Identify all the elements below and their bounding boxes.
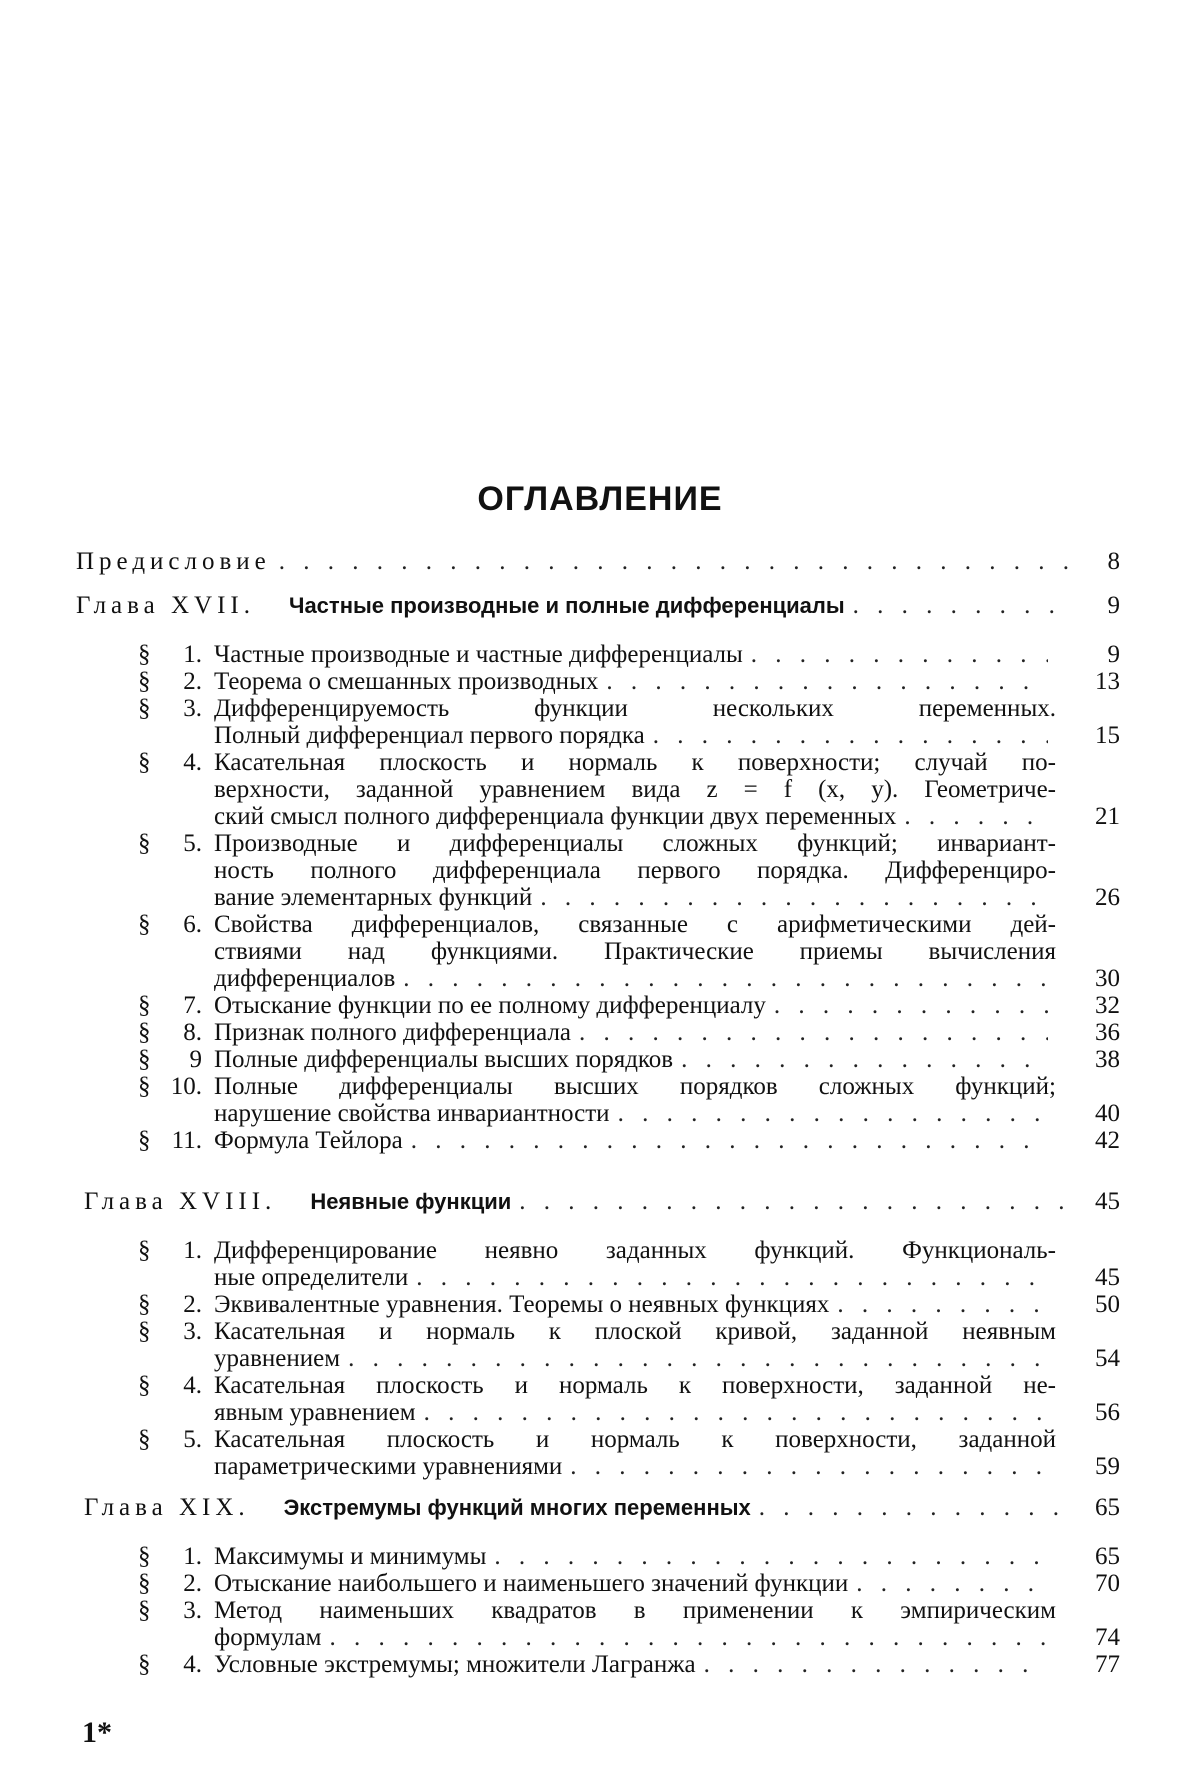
section-title-text: Отыскание наибольшего и наименьшего значений функции bbox=[214, 1570, 849, 1597]
section-title-line bbox=[214, 803, 1056, 830]
dot-leader bbox=[606, 668, 1048, 695]
toc-section-entry[interactable] bbox=[0, 1372, 1200, 1426]
section-title-text: Касательная плоскость и нормаль к поверхности, заданной bbox=[214, 1426, 1056, 1453]
toc-section-entry[interactable] bbox=[0, 830, 1200, 911]
section-title-line bbox=[214, 965, 1056, 992]
section-title bbox=[214, 641, 1056, 668]
section-page-number: 65 bbox=[1095, 1543, 1120, 1570]
preface-page-number: 8 bbox=[1107, 548, 1120, 575]
dot-leader bbox=[837, 1291, 1048, 1318]
section-page-number: 13 bbox=[1095, 668, 1120, 695]
section-title-text: дифференциалов bbox=[214, 965, 396, 992]
dot-leader bbox=[279, 548, 1072, 575]
section-symbol: § bbox=[138, 641, 151, 668]
section-title-line bbox=[214, 1073, 1056, 1100]
section-title-line bbox=[214, 1264, 1056, 1291]
section-number: 2. bbox=[183, 668, 202, 695]
section-page-number: 77 bbox=[1095, 1651, 1120, 1678]
section-title-text: Условные экстремумы; множители Лагранжа bbox=[214, 1651, 696, 1678]
section-title bbox=[214, 1019, 1056, 1046]
dot-leader bbox=[774, 992, 1048, 1019]
section-page-number: 30 bbox=[1095, 965, 1120, 992]
section-page-number: 50 bbox=[1095, 1291, 1120, 1318]
section-title bbox=[214, 1426, 1056, 1480]
chapter-label: Глава XVII. bbox=[76, 592, 255, 619]
section-title-line bbox=[214, 992, 1056, 1019]
section-title-line bbox=[214, 1453, 1056, 1480]
section-title-line bbox=[214, 668, 1056, 695]
section-title-text: Касательная и нормаль к плоской кривой, заданной неявным bbox=[214, 1318, 1056, 1345]
section-symbol: § bbox=[138, 695, 151, 722]
section-number: 1. bbox=[183, 641, 202, 668]
section-number: 4. bbox=[183, 1372, 202, 1399]
section-title-text: Частные производные и частные дифференциалы bbox=[214, 641, 743, 668]
section-symbol: § bbox=[138, 992, 151, 1019]
toc-section-entry[interactable] bbox=[0, 1019, 1200, 1046]
section-symbol: § bbox=[138, 1291, 151, 1318]
preface-row[interactable] bbox=[76, 548, 1120, 575]
section-page-number: 59 bbox=[1095, 1453, 1120, 1480]
toc-section-entry[interactable] bbox=[0, 1046, 1200, 1073]
toc-section-entry[interactable] bbox=[0, 1127, 1200, 1154]
section-page-number: 9 bbox=[1107, 641, 1120, 668]
section-symbol: § bbox=[138, 1543, 151, 1570]
section-symbol: § bbox=[138, 1237, 151, 1264]
section-title-text: Полные дифференциалы высших порядков сложных функций; bbox=[214, 1073, 1056, 1100]
section-title-line bbox=[214, 1237, 1056, 1264]
section-title-text: вание элементарных функций bbox=[214, 884, 533, 911]
chapter-label: Глава XVIII. bbox=[84, 1188, 277, 1215]
section-symbol: § bbox=[138, 1651, 151, 1678]
toc-section-entry[interactable] bbox=[0, 1426, 1200, 1480]
section-title-text: ность полного дифференциала первого порядка. Дифференциро- bbox=[214, 857, 1056, 884]
toc-section-entry[interactable] bbox=[0, 1318, 1200, 1372]
chapter-label: Глава XIX. bbox=[84, 1494, 250, 1521]
section-title bbox=[214, 1570, 1056, 1597]
section-title-text: Дифференцируемость функции нескольких переменных. bbox=[214, 695, 1056, 722]
section-title-text: Максимумы и минимумы bbox=[214, 1543, 487, 1570]
toc-section-entry[interactable] bbox=[0, 695, 1200, 749]
toc-section-entry[interactable] bbox=[0, 1073, 1200, 1127]
section-title-text: явным уравнением bbox=[214, 1399, 416, 1426]
chapter-title: Неявные функции bbox=[310, 1189, 512, 1214]
preface-label: Предисловие bbox=[76, 548, 271, 575]
section-symbol: § bbox=[138, 1570, 151, 1597]
section-number: 9 bbox=[189, 1046, 202, 1073]
section-title bbox=[214, 1127, 1056, 1154]
page-title: ОГЛАВЛЕНИЕ bbox=[477, 480, 723, 518]
dot-leader bbox=[618, 1100, 1048, 1127]
toc-section-entry[interactable] bbox=[0, 1237, 1200, 1291]
section-title-text: Теорема о смешанных производных bbox=[214, 668, 599, 695]
section-title-line bbox=[214, 776, 1056, 803]
section-number: 3. bbox=[183, 695, 202, 722]
section-number: 3. bbox=[183, 1597, 202, 1624]
section-title-line bbox=[214, 1543, 1056, 1570]
section-title-line bbox=[214, 1651, 1056, 1678]
section-title-line bbox=[214, 1318, 1056, 1345]
chapter-page-number: 65 bbox=[1095, 1494, 1120, 1521]
chapter-heading-3[interactable] bbox=[84, 1494, 1120, 1521]
toc-section-entry[interactable] bbox=[0, 1651, 1200, 1678]
section-title bbox=[214, 1318, 1056, 1372]
dot-leader bbox=[853, 592, 1072, 619]
section-title bbox=[214, 1291, 1056, 1318]
section-title-text: Полный дифференциал первого порядка bbox=[214, 722, 645, 749]
section-title-text: формулам bbox=[214, 1624, 322, 1651]
section-number: 6. bbox=[183, 911, 202, 938]
section-title-text: Полные дифференциалы высших порядков bbox=[214, 1046, 674, 1073]
section-number: 7. bbox=[183, 992, 202, 1019]
section-title-line bbox=[214, 911, 1056, 938]
section-title bbox=[214, 1597, 1056, 1651]
section-title bbox=[214, 1651, 1056, 1678]
section-number: 11. bbox=[171, 1127, 202, 1154]
dot-leader bbox=[653, 722, 1048, 749]
section-title-line bbox=[214, 1046, 1056, 1073]
section-title-line bbox=[214, 695, 1056, 722]
section-page-number: 32 bbox=[1095, 992, 1120, 1019]
section-title-line bbox=[214, 938, 1056, 965]
section-number: 2. bbox=[183, 1291, 202, 1318]
section-title-line bbox=[214, 1345, 1056, 1372]
section-symbol: § bbox=[138, 1127, 151, 1154]
section-symbol: § bbox=[138, 1019, 151, 1046]
section-page-number: 74 bbox=[1095, 1624, 1120, 1651]
section-title-text: параметрическими уравнениями bbox=[214, 1453, 563, 1480]
section-title bbox=[214, 992, 1056, 1019]
toc-section-entry[interactable] bbox=[0, 641, 1200, 668]
dot-leader bbox=[759, 1494, 1072, 1521]
section-title-text: нарушение свойства инвариантности bbox=[214, 1100, 610, 1127]
section-title-text: уравнением bbox=[214, 1345, 341, 1372]
section-title bbox=[214, 695, 1056, 749]
section-title bbox=[214, 1237, 1056, 1291]
section-title bbox=[214, 1073, 1056, 1127]
dot-leader bbox=[329, 1624, 1048, 1651]
section-symbol: § bbox=[138, 1372, 151, 1399]
section-title-line bbox=[214, 722, 1056, 749]
chapter-title: Экстремумы функций многих переменных bbox=[283, 1495, 751, 1520]
toc-section-entry[interactable] bbox=[0, 749, 1200, 830]
dot-leader bbox=[411, 1127, 1048, 1154]
section-title-text: Свойства дифференциалов, связанные с арифметическими дей- bbox=[214, 911, 1056, 938]
section-title-text: Дифференцирование неявно заданных функций. Функциональ- bbox=[214, 1237, 1056, 1264]
dot-leader bbox=[579, 1019, 1048, 1046]
section-title-text: ные определители bbox=[214, 1264, 409, 1291]
chapter-page-number: 9 bbox=[1107, 592, 1120, 619]
section-title-text: ствиями над функциями. Практические приемы вычисления bbox=[214, 938, 1056, 965]
dot-leader bbox=[681, 1046, 1048, 1073]
section-title-line bbox=[214, 1426, 1056, 1453]
section-title bbox=[214, 911, 1056, 992]
section-symbol: § bbox=[138, 1073, 151, 1100]
dot-leader bbox=[348, 1345, 1048, 1372]
section-number: 3. bbox=[183, 1318, 202, 1345]
section-title-line bbox=[214, 749, 1056, 776]
dot-leader bbox=[904, 803, 1048, 830]
section-title-line bbox=[214, 1127, 1056, 1154]
section-symbol: § bbox=[138, 668, 151, 695]
toc-section-entry[interactable] bbox=[0, 668, 1200, 695]
section-page-number: 70 bbox=[1095, 1570, 1120, 1597]
section-number: 4. bbox=[183, 1651, 202, 1678]
toc-section-entry[interactable] bbox=[0, 911, 1200, 992]
section-title-line bbox=[214, 857, 1056, 884]
section-page-number: 56 bbox=[1095, 1399, 1120, 1426]
section-title-line bbox=[214, 1372, 1056, 1399]
section-symbol: § bbox=[138, 911, 151, 938]
toc-section-entry[interactable] bbox=[0, 1291, 1200, 1318]
toc-section-entry[interactable] bbox=[0, 1570, 1200, 1597]
dot-leader bbox=[751, 641, 1048, 668]
section-title bbox=[214, 1372, 1056, 1426]
section-page-number: 21 bbox=[1095, 803, 1120, 830]
toc-section-entry[interactable] bbox=[0, 1543, 1200, 1570]
dot-leader bbox=[403, 965, 1048, 992]
section-title bbox=[214, 830, 1056, 911]
section-title bbox=[214, 668, 1056, 695]
section-number: 1. bbox=[183, 1237, 202, 1264]
section-title-line bbox=[214, 884, 1056, 911]
section-title-text: верхности, заданной уравнением вида z = f (x, y). Геометриче- bbox=[214, 776, 1056, 803]
signature-mark: 1* bbox=[82, 1716, 112, 1749]
section-title-line bbox=[214, 641, 1056, 668]
section-title-text: Формула Тейлора bbox=[214, 1127, 403, 1154]
section-number: 4. bbox=[183, 749, 202, 776]
dot-leader bbox=[424, 1399, 1048, 1426]
section-number: 1. bbox=[183, 1543, 202, 1570]
section-title-line bbox=[214, 1597, 1056, 1624]
section-title-line bbox=[214, 1399, 1056, 1426]
section-number: 2. bbox=[183, 1570, 202, 1597]
section-title-line bbox=[214, 830, 1056, 857]
section-number: 8. bbox=[183, 1019, 202, 1046]
section-symbol: § bbox=[138, 1426, 151, 1453]
section-title-line bbox=[214, 1291, 1056, 1318]
dot-leader bbox=[704, 1651, 1048, 1678]
section-title-text: Эквивалентные уравнения. Теоремы о неявных функциях bbox=[214, 1291, 830, 1318]
section-symbol: § bbox=[138, 1318, 151, 1345]
section-number: 10. bbox=[170, 1073, 202, 1100]
section-page-number: 40 bbox=[1095, 1100, 1120, 1127]
section-page-number: 38 bbox=[1095, 1046, 1120, 1073]
toc-section-entry[interactable] bbox=[0, 992, 1200, 1019]
section-symbol: § bbox=[138, 1597, 151, 1624]
chapter-title: Частные производные и полные дифференциалы bbox=[288, 593, 845, 618]
dot-leader bbox=[519, 1188, 1072, 1215]
chapter-page-number: 45 bbox=[1095, 1188, 1120, 1215]
section-title-text: Производные и дифференциалы сложных функций; инвариант- bbox=[214, 830, 1056, 857]
section-page-number: 36 bbox=[1095, 1019, 1120, 1046]
section-title-line bbox=[214, 1019, 1056, 1046]
section-title-text: Метод наименьших квадратов в применении к эмпирическим bbox=[214, 1597, 1056, 1624]
section-symbol: § bbox=[138, 749, 151, 776]
section-page-number: 42 bbox=[1095, 1127, 1120, 1154]
toc-section-entry[interactable] bbox=[0, 1597, 1200, 1651]
section-page-number: 26 bbox=[1095, 884, 1120, 911]
section-title-line bbox=[214, 1624, 1056, 1651]
dot-leader bbox=[540, 884, 1048, 911]
section-number: 5. bbox=[183, 830, 202, 857]
section-symbol: § bbox=[138, 830, 151, 857]
section-title-text: Касательная плоскость и нормаль к поверхности; случай по- bbox=[214, 749, 1056, 776]
section-title-text: Признак полного дифференциала bbox=[214, 1019, 572, 1046]
section-title-line bbox=[214, 1570, 1056, 1597]
section-title-line bbox=[214, 1100, 1056, 1127]
section-title bbox=[214, 1046, 1056, 1073]
section-page-number: 54 bbox=[1095, 1345, 1120, 1372]
section-title-text: Касательная плоскость и нормаль к поверхности, заданной не- bbox=[214, 1372, 1056, 1399]
section-page-number: 15 bbox=[1095, 722, 1120, 749]
dot-leader bbox=[856, 1570, 1048, 1597]
section-number: 5. bbox=[183, 1426, 202, 1453]
chapter-heading-2[interactable] bbox=[84, 1188, 1120, 1215]
section-title bbox=[214, 1543, 1056, 1570]
section-symbol: § bbox=[138, 1046, 151, 1073]
dot-leader bbox=[570, 1453, 1048, 1480]
dot-leader bbox=[494, 1543, 1048, 1570]
section-page-number: 45 bbox=[1095, 1264, 1120, 1291]
section-title bbox=[214, 749, 1056, 830]
chapter-heading-1[interactable] bbox=[76, 592, 1120, 619]
dot-leader bbox=[416, 1264, 1048, 1291]
section-title-text: Отыскание функции по ее полному дифференциалу bbox=[214, 992, 766, 1019]
section-title-text: ский смысл полного дифференциала функции двух переменных bbox=[214, 803, 897, 830]
